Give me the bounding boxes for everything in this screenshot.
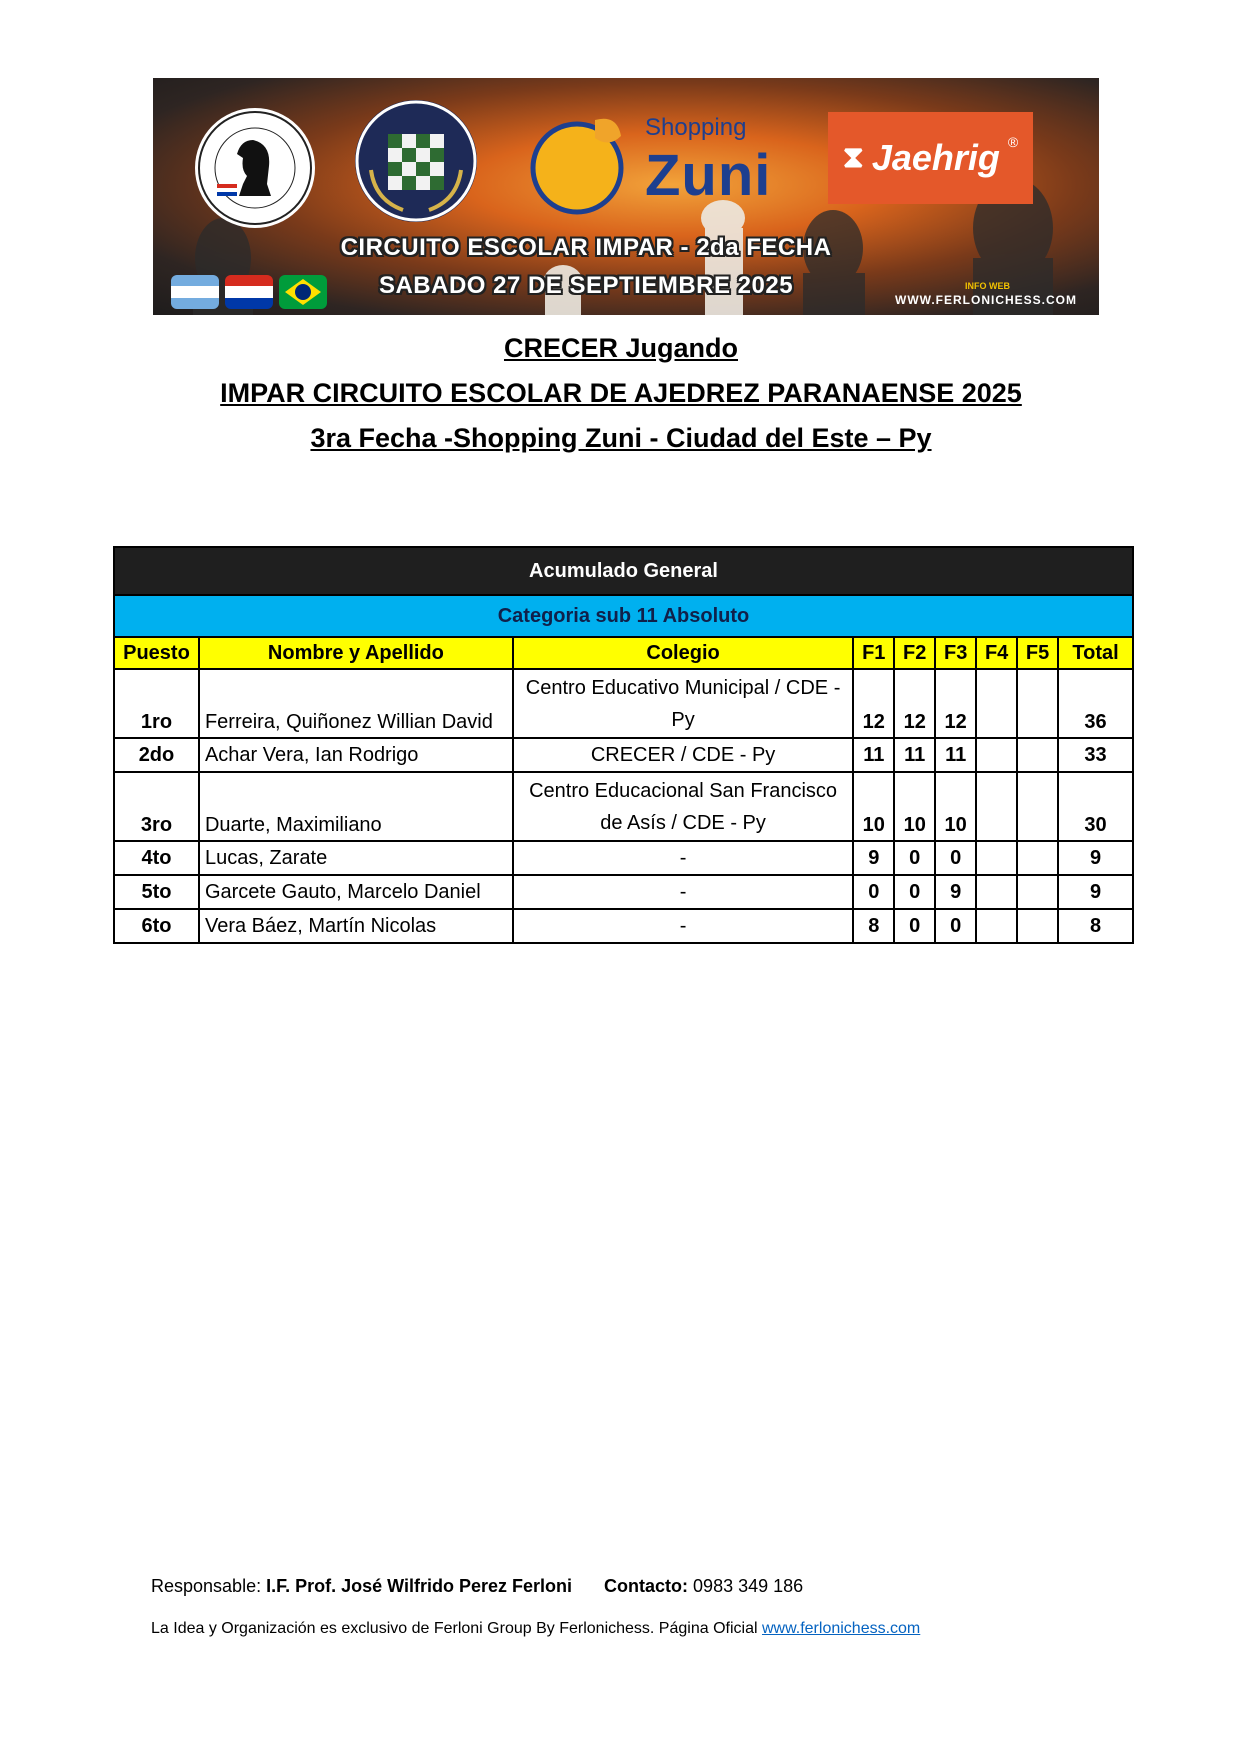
colegio-line-1: Centro Educativo Municipal / CDE - — [525, 676, 841, 699]
cell-f3: 0 — [935, 841, 976, 875]
header-f1: F1 — [853, 637, 894, 669]
cell-f2: 0 — [894, 875, 935, 909]
cell-puesto: 3ro — [114, 772, 199, 841]
cell-f5 — [1017, 772, 1058, 841]
cell-colegio: - — [513, 875, 853, 909]
header-f4: F4 — [976, 637, 1017, 669]
cell-f3: 0 — [935, 909, 976, 943]
cell-f2: 0 — [894, 841, 935, 875]
cell-f5 — [1017, 669, 1058, 738]
cell-nombre: Ferreira, Quiñonez Willian David — [199, 669, 513, 738]
standings-table — [113, 546, 1134, 944]
responsable-label: Responsable: — [151, 1576, 262, 1596]
header-f2: F2 — [894, 637, 935, 669]
cell-f5 — [1017, 738, 1058, 772]
argentina-flag-icon — [171, 275, 219, 309]
header-puesto: Puesto — [114, 637, 199, 669]
section-title-row — [114, 547, 1133, 595]
footer-idea-line — [151, 1620, 920, 1638]
jaehrig-logo — [828, 112, 1033, 204]
colegio-line-2: de Asís / CDE - Py — [600, 811, 766, 834]
header-colegio: Colegio — [513, 637, 853, 669]
zuni-shopping-text: Shopping — [645, 114, 747, 141]
cell-colegio: - — [513, 909, 853, 943]
cell-f4 — [976, 669, 1017, 738]
section-title: Acumulado General — [114, 547, 1133, 595]
header-total: Total — [1058, 637, 1133, 669]
banner-event-title: CIRCUITO ESCOLAR IMPAR - 2da FECHA — [340, 234, 832, 261]
cell-f1: 9 — [853, 841, 894, 875]
header-row — [114, 637, 1133, 669]
cell-f1: 10 — [853, 772, 894, 841]
document-titles — [0, 326, 1242, 461]
official-site-link[interactable]: www.ferlonichess.com — [761, 1620, 921, 1637]
category-row — [114, 595, 1133, 637]
cell-f1: 12 — [853, 669, 894, 738]
cell-f2: 11 — [894, 738, 935, 772]
table-row — [114, 669, 1133, 738]
title-circuito: IMPAR CIRCUITO ESCOLAR DE AJEDREZ PARANAENSE 2025 — [220, 378, 1022, 408]
category-title: Categoria sub 11 Absoluto — [114, 595, 1133, 637]
cell-f1: 11 — [853, 738, 894, 772]
cell-f3: 10 — [935, 772, 976, 841]
cell-f3: 12 — [935, 669, 976, 738]
cell-f2: 0 — [894, 909, 935, 943]
cell-colegio — [513, 772, 853, 841]
cell-total: 9 — [1058, 841, 1133, 875]
footer-responsable-line — [151, 1576, 803, 1597]
cell-colegio: CRECER / CDE - Py — [513, 738, 853, 772]
shopping-zuni-logo — [525, 108, 795, 218]
chessboard-icon — [355, 100, 477, 222]
cell-f4 — [976, 875, 1017, 909]
banner-web-url: WWW.FERLONICHESS.COM — [895, 293, 1077, 307]
cell-total: 8 — [1058, 909, 1133, 943]
cell-f1: 0 — [853, 875, 894, 909]
cell-puesto: 2do — [114, 738, 199, 772]
title-crecer: CRECER Jugando — [503, 333, 738, 363]
cell-f2: 10 — [894, 772, 935, 841]
cell-f4 — [976, 841, 1017, 875]
cell-f4 — [976, 909, 1017, 943]
cell-nombre: Garcete Gauto, Marcelo Daniel — [199, 875, 513, 909]
cell-total: 30 — [1058, 772, 1133, 841]
cell-nombre: Duarte, Maximiliano — [199, 772, 513, 841]
feparaj-logo — [195, 108, 315, 228]
knight-icon — [195, 108, 315, 228]
idea-text: La Idea y Organización es exclusivo de Ferloni Group By Ferlonichess. Página Oficial — [151, 1620, 758, 1637]
cell-f4 — [976, 738, 1017, 772]
header-f3: F3 — [935, 637, 976, 669]
colegio-line-1: Centro Educacional San Francisco — [529, 779, 838, 802]
responsable-name: I.F. Prof. José Wilfrido Perez Ferloni — [266, 1576, 572, 1596]
hourglass-icon: ⧗ — [842, 141, 864, 174]
cell-puesto: 4to — [114, 841, 199, 875]
cell-f4 — [976, 772, 1017, 841]
contacto-value: 0983 349 186 — [693, 1576, 804, 1596]
cell-f1: 8 — [853, 909, 894, 943]
cell-f5 — [1017, 841, 1058, 875]
table-row — [114, 841, 1133, 875]
cell-f3: 11 — [935, 738, 976, 772]
cell-f2: 12 — [894, 669, 935, 738]
brazil-flag-icon — [279, 275, 327, 309]
title-fecha: 3ra Fecha -Shopping Zuni - Ciudad del Este – Py — [310, 423, 932, 453]
header-nombre: Nombre y Apellido — [199, 637, 513, 669]
cell-nombre: Lucas, Zarate — [199, 841, 513, 875]
cell-total: 9 — [1058, 875, 1133, 909]
zuni-sun-icon — [525, 108, 635, 218]
event-banner — [153, 78, 1099, 315]
cell-nombre: Achar Vera, Ian Rodrigo — [199, 738, 513, 772]
jaehrig-text: Jaehrig — [871, 137, 1000, 178]
cell-puesto: 1ro — [114, 669, 199, 738]
cell-f3: 9 — [935, 875, 976, 909]
cell-puesto: 6to — [114, 909, 199, 943]
cell-f5 — [1017, 909, 1058, 943]
table-row — [114, 909, 1133, 943]
cell-puesto: 5to — [114, 875, 199, 909]
cell-total: 36 — [1058, 669, 1133, 738]
registered-mark: ® — [1007, 134, 1019, 150]
table-row — [114, 875, 1133, 909]
cell-colegio — [513, 669, 853, 738]
cell-f5 — [1017, 875, 1058, 909]
cell-nombre: Vera Báez, Martín Nicolas — [199, 909, 513, 943]
club-ferlonichess-logo — [355, 100, 477, 222]
paraguay-flag-icon — [225, 275, 273, 309]
table-row — [114, 738, 1133, 772]
colegio-line-2: Py — [671, 708, 695, 731]
banner-event-date: SABADO 27 DE SEPTIEMBRE 2025 — [378, 272, 794, 299]
contacto-label: Contacto: — [604, 1576, 689, 1596]
cell-total: 33 — [1058, 738, 1133, 772]
header-f5: F5 — [1017, 637, 1058, 669]
info-web-label: INFO WEB — [965, 281, 1010, 291]
table-row — [114, 772, 1133, 841]
cell-colegio: - — [513, 841, 853, 875]
zuni-name-text: Zuni — [645, 143, 772, 208]
